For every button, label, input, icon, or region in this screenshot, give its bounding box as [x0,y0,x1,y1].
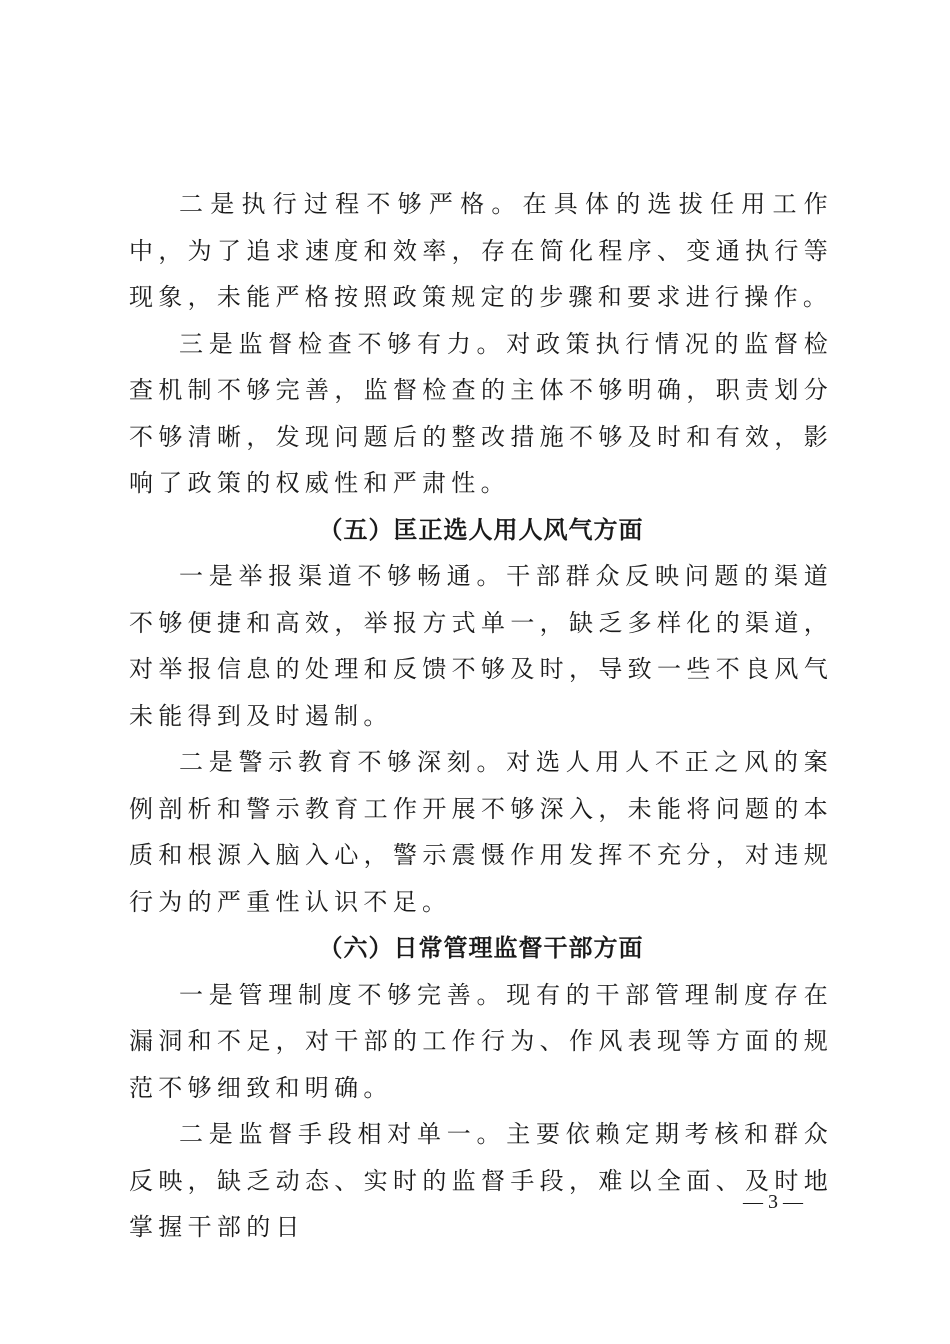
page-number: — 3 — [743,1191,803,1213]
paragraph-management-system: 一是管理制度不够完善。现有的干部管理制度存在漏洞和不足，对干部的工作行为、作风表现等方面的规范不够细致和明确。 [129,980,833,1102]
paragraph-supervision-inspection: 三是监督检查不够有力。对政策执行情况的监督检查机制不够完善，监督检查的主体不够明确，职责划分不够清晰，发现问题后的整改措施不够及时和有效，影响了政策的权威性和严肃性。 [129,329,833,497]
paragraph-reporting-channels: 一是举报渠道不够畅通。干部群众反映问题的渠道不够便捷和高效，举报方式单一，缺乏多样化的渠道，对举报信息的处理和反馈不够及时，导致一些不良风气未能得到及时遏制。 [129,562,833,730]
section-heading-5: （五）匡正选人用人风气方面 [318,514,644,544]
section-heading-6: （六）日常管理监督干部方面 [318,933,644,962]
paragraph-execution-process: 二是执行过程不够严格。在具体的选拔任用工作中，为了追求速度和效率，存在简化程序、变通执行等现象，未能严格按照政策规定的步骤和要求进行操作。 [129,190,833,311]
paragraph-supervision-means: 二是监督手段相对单一。主要依赖定期考核和群众反映，缺乏动态、实时的监督手段，难以全面、及时地掌握干部的日 [129,1120,833,1241]
paragraph-warning-education: 二是警示教育不够深刻。对选人用人不正之风的案例剖析和警示教育工作开展不够深入，未能将问题的本质和根源入脑入心，警示震慑作用发挥不充分，对违规行为的严重性认识不足。 [129,748,833,916]
document-body [129,181,833,1251]
